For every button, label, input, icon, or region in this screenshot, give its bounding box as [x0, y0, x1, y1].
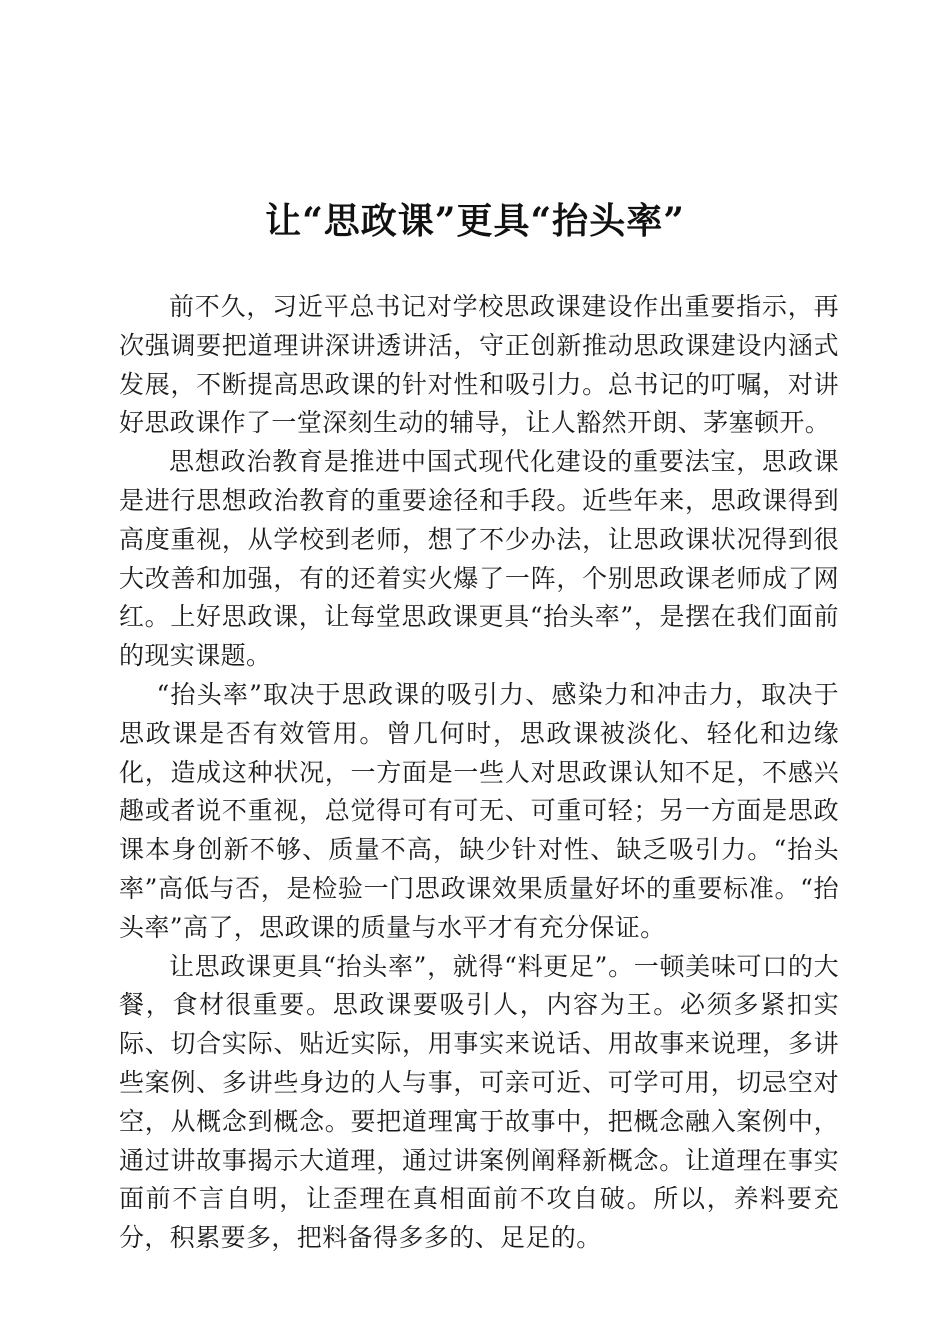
paragraph-1: 前不久，习近平总书记对学校思政课建设作出重要指示，再次强调要把道理讲深讲透讲活，守正创新推动思政课建设内涵式发展，不断提高思政课的针对性和吸引力。总书记的叮嘱，对讲好思政课作了一堂深刻生动的辅导，让人豁然开朗、茅塞顿开。	[119, 292, 839, 438]
paragraph-4: 让思政课更具“抬头率”，就得“料更足”。一顿美味可口的大餐，食材很重要。思政课要吸引人，内容为王。必须多紧扣实际、切合实际、贴近实际，用事实来说话、用故事来说理，多讲些案例、多讲些身边的人与事，可亲可近、可学可用，切忌空对空，从概念到概念。要把道理寓于故事中，把概念融入案例中，通过讲故事揭示大道理，通过讲案例阐释新概念。让道理在事实面前不言自明，让歪理在真相面前不攻自破。所以，养料要充分，积累要多，把料备得多多的、足足的。	[119, 951, 839, 1253]
paragraph-3: “抬头率”取决于思政课的吸引力、感染力和冲击力，取决于思政课是否有效管用。曾几何时，思政课被淡化、轻化和边缘化，造成这种状况，一方面是一些人对思政课认知不足，不感兴趣或者说不重视，总觉得可有可无、可重可轻；另一方面是思政课本身创新不够、质量不高，缺少针对性、缺乏吸引力。“抬头率”高低与否，是检验一门思政课效果质量好坏的重要标准。“抬头率”高了，思政课的质量与水平才有充分保证。	[119, 679, 839, 942]
paragraph-2: 思想政治教育是推进中国式现代化建设的重要法宝，思政课是进行思想政治教育的重要途径和手段。近些年来，思政课得到高度重视，从学校到老师，想了不少办法，让思政课状况得到很大改善和加强，有的还着实火爆了一阵，个别思政课老师成了网红。上好思政课，让每堂思政课更具“抬头率”，是摆在我们面前的现实课题。	[119, 447, 839, 671]
document-body	[119, 288, 839, 1258]
document-title: 让“思政课”更具“抬头率”	[265, 200, 685, 242]
